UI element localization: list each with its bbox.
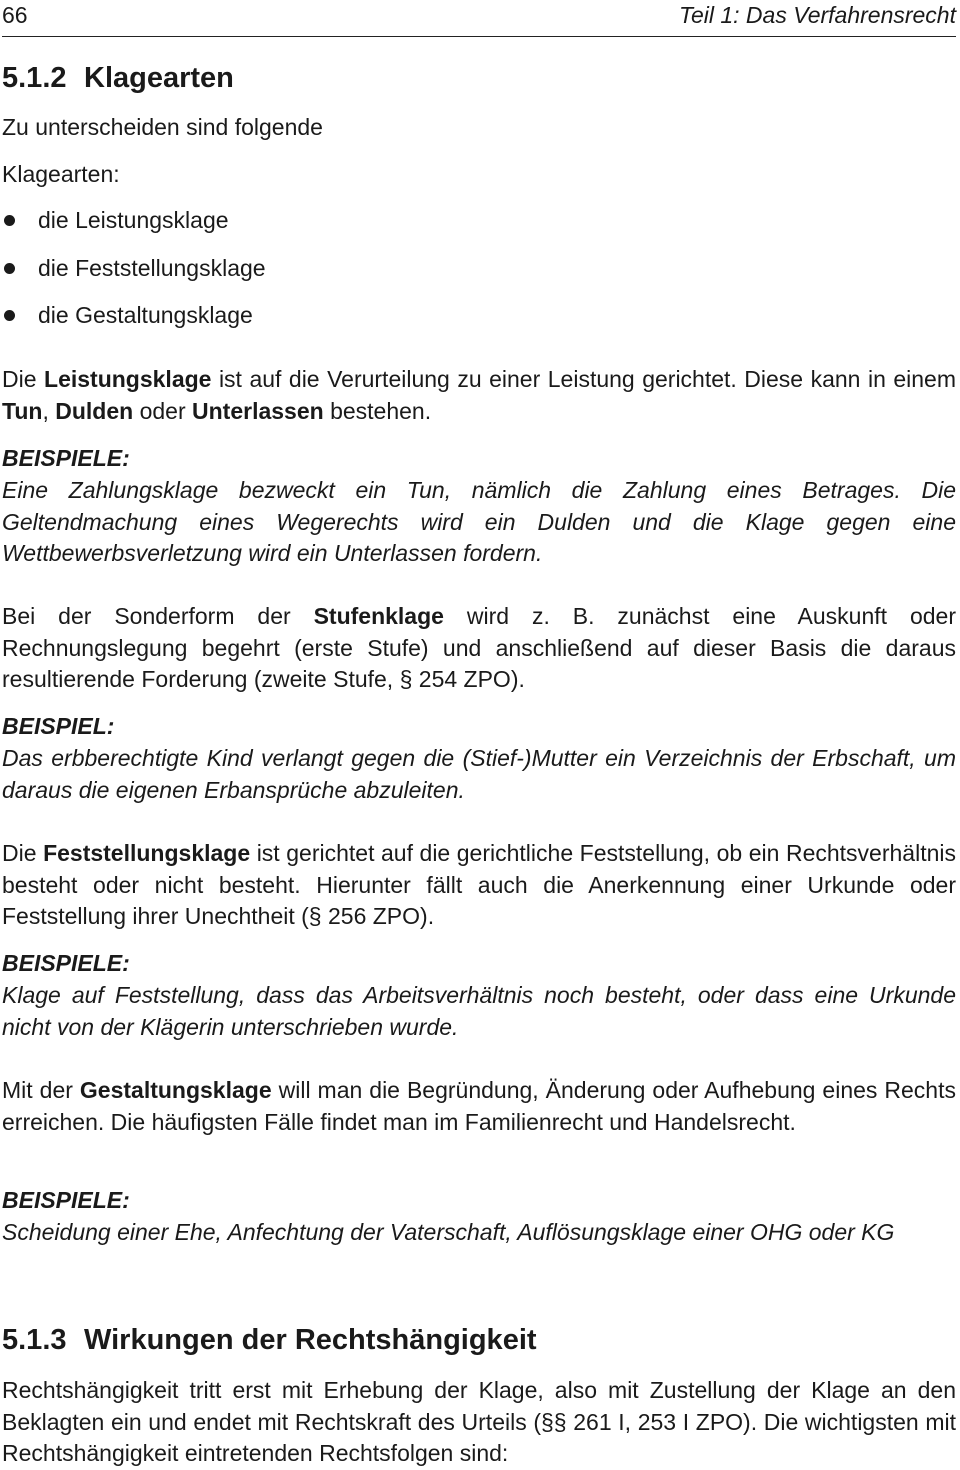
example-text: Eine Zahlungsklage bezweckt ein Tun, nämlich die Zahlung eines Betrages. Die Geltendmachung eines Wegerechts wird ein Dulden und die Klage gegen eine Wettbewerbsverletzung wird ein Unterlassen fordern.	[2, 477, 956, 566]
example-text: Scheidung einer Ehe, Anfechtung der Vaterschaft, Auflösungsklage einer OHG oder KG	[2, 1219, 895, 1245]
klagearten-list	[2, 205, 266, 348]
list-item: die Gestaltungsklage	[2, 300, 266, 348]
example-label: BEISPIEL:	[2, 713, 115, 739]
example-text: Das erbberechtigte Kind verlangt gegen die (Stief-)Mutter ein Verzeichnis der Erbschaft, um daraus die eigenen Erbansprüche abzuleiten.	[2, 745, 956, 803]
bullet-icon	[4, 215, 15, 226]
running-header	[2, 0, 956, 37]
intro-line-1: Zu unterscheiden sind folgende	[2, 114, 323, 140]
example-label: BEISPIELE:	[2, 445, 130, 471]
paragraph-rechtshaengigkeit: Rechtshängigkeit tritt erst mit Erhebung der Klage, also mit Zustellung der Klage an den Beklagten ein und endet mit Rechtskraft des Urteils (§§ 261 I, 253 I ZPO). Die wichtigsten mit Rechtshängigkeit eintretenden Rechtsfolgen sind:	[2, 1377, 956, 1466]
section-heading-513	[2, 1322, 537, 1358]
section-title: Wirkungen der Rechtshängigkeit	[84, 1324, 537, 1356]
paragraph-feststellungsklage: Die Feststellungsklage ist gerichtet auf die gerichtliche Feststellung, ob ein Rechtsverhältnis besteht oder nicht besteht. Hierunter fällt auch die Anerkennung einer Urkunde oder Feststellung ihrer Unechtheit (§ 256 ZPO).	[2, 840, 956, 929]
paragraph-stufenklage: Bei der Sonderform der Stufenklage wird z. B. zunächst eine Auskunft oder Rechnungslegung begehrt (erste Stufe) und anschließend auf dieser Basis die daraus resultierende Forderung (zweite Stufe, § 254 ZPO).	[2, 603, 956, 692]
bullet-icon	[4, 263, 15, 274]
example-label: BEISPIELE:	[2, 1187, 130, 1213]
section-heading-512	[2, 60, 234, 96]
section-title: Klagearten	[84, 62, 234, 94]
list-item: die Leistungsklage	[2, 205, 266, 253]
paragraph-gestaltungsklage: Mit der Gestaltungsklage will man die Begründung, Änderung oder Aufhebung eines Rechts erreichen. Die häufigsten Fälle findet man im Familienrecht und Handelsrecht.	[2, 1077, 956, 1135]
paragraph-leistungsklage: Die Leistungsklage ist auf die Verurteilung zu einer Leistung gerichtet. Diese kann in einem Tun, Dulden oder Unterlassen bestehen.	[2, 366, 956, 424]
example-text: Klage auf Feststellung, dass das Arbeitsverhältnis noch besteht, oder dass eine Urkunde nicht von der Klägerin unterschrieben wurde.	[2, 982, 956, 1040]
section-number: 5.1.3	[2, 1324, 67, 1356]
list-item: die Feststellungsklage	[2, 253, 266, 301]
page-number: 66	[2, 2, 28, 28]
section-number: 5.1.2	[2, 62, 67, 94]
intro-line-2: Klagearten:	[2, 161, 120, 187]
bullet-icon	[4, 310, 15, 321]
example-label: BEISPIELE:	[2, 950, 130, 976]
running-title: Teil 1: Das Verfahrensrecht	[679, 2, 956, 28]
